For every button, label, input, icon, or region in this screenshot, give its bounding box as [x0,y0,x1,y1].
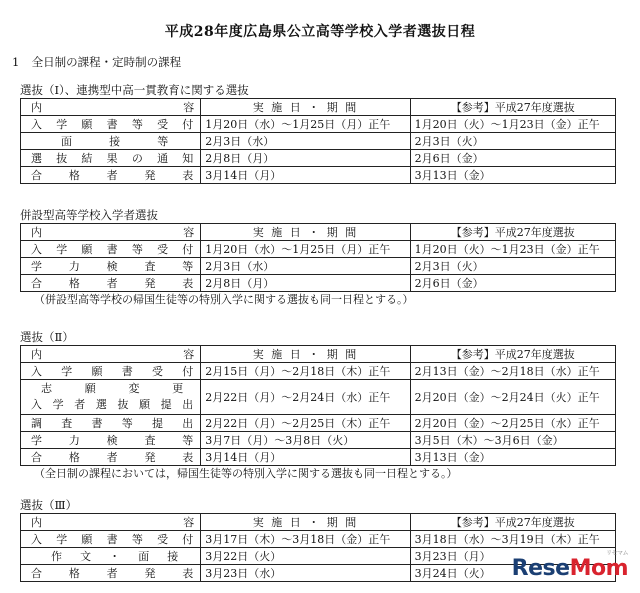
header-ref: 【参考】平成27年度選抜 [410,99,615,116]
table-row: 選抜結果の通知 2月8日（月） 2月6日（金） [21,150,616,167]
header-item: 内 容 [21,99,201,116]
table-row: 学力検査等 2月3日（水） 2月3日（火） [21,258,616,275]
schedule-table [20,345,616,466]
page-title: 平成28年度広島県公立高等学校入学者選抜日程 [164,24,476,40]
header-dates: 実 施 日 ・ 期 間 [201,99,410,116]
table-row: 面接等 2月3日（水） 2月3日（火） [21,133,616,150]
table-row: 合格者発表 3月14日（月） 3月13日（金） [21,449,616,466]
table-row: 合格者発表 3月23日（水） 3月24日（火） [21,565,616,582]
schedule-table [20,98,616,184]
table-row: 入学願書等受付 1月20日（水）～1月25日（月）正午 1月20日（火）～1月23日（金）正午 [21,241,616,258]
heading-number: 1 [12,55,20,69]
header-item: 内 容 [21,514,201,531]
table-row: 調査書等提出 2月22日（月）～2月25日（木）正午 2月20日（金）～2月25日（水）正午 [21,415,616,432]
logo-part-mom: Mom [569,556,628,581]
header-ref: 【参考】平成27年度選抜 [410,514,615,531]
section-title: 選抜（Ⅰ）、連携型中高一貫教育に関する選抜 [20,83,249,97]
header-dates: 実 施 日 ・ 期 間 [201,346,410,363]
table-row: 志願変更 入学者選抜願提出 2月22日（月）～2月24日（水）正午 2月20日（金）～2月24日（火）正午 [21,380,616,415]
table-row: 作文・面接 3月22日（火） 3月23日（月） [21,548,616,565]
table-row: 入学願書等受付 1月20日（水）～1月25日（月）正午 1月20日（火）～1月23日（金）正午 [21,116,616,133]
header-row [21,346,616,363]
header-row [21,224,616,241]
section-title: 選抜（Ⅲ） [20,498,78,512]
section-title: 選抜（Ⅱ） [20,330,74,344]
heading-text: 全日制の課程・定時制の課程 [31,55,182,69]
section-heisetsu [20,207,616,308]
header-item: 内 容 [21,224,201,241]
section-title: 併設型高等学校入学者選抜 [20,208,158,222]
logo-subtext: リセマム [606,550,628,557]
header-row [21,514,616,531]
header-ref: 【参考】平成27年度選抜 [410,224,615,241]
logo-part-rese: Rese [511,556,570,581]
header-ref: 【参考】平成27年度選抜 [410,346,615,363]
table-row: 入学願書受付 2月15日（月）～2月18日（木）正午 2月13日（金）～2月18日（水）正午 [21,363,616,380]
header-row [21,99,616,116]
header-dates: 実 施 日 ・ 期 間 [201,514,410,531]
section-note: （全日制の課程においては，帰国生徒等の特別入学に関する選抜も同一日程とする。） [34,467,458,480]
table-row: 合格者発表 3月14日（月） 3月13日（金） [21,167,616,184]
section-senbatsu-1 [20,82,616,184]
schedule-table [20,223,616,292]
header-dates: 実 施 日 ・ 期 間 [201,224,410,241]
resemom-logo [511,550,628,581]
section-senbatsu-2 [20,329,616,482]
table-row: 入学願書等受付 3月17日（木）～3月18日（金）正午 3月18日（水）～3月19日（木）正午 [21,531,616,548]
two-line-item: 志願変更 入学者選抜願提出 [21,380,201,415]
table-row: 合格者発表 2月8日（月） 2月6日（金） [21,275,616,292]
section-note: （併設型高等学校の帰国生徒等の特別入学に関する選抜も同一日程とする。） [34,293,414,306]
header-item: 内 容 [21,346,201,363]
section-heading [12,54,181,70]
table-row: 学力検査等 3月7日（月）～3月8日（火） 3月5日（木）～3月6日（金） [21,432,616,449]
